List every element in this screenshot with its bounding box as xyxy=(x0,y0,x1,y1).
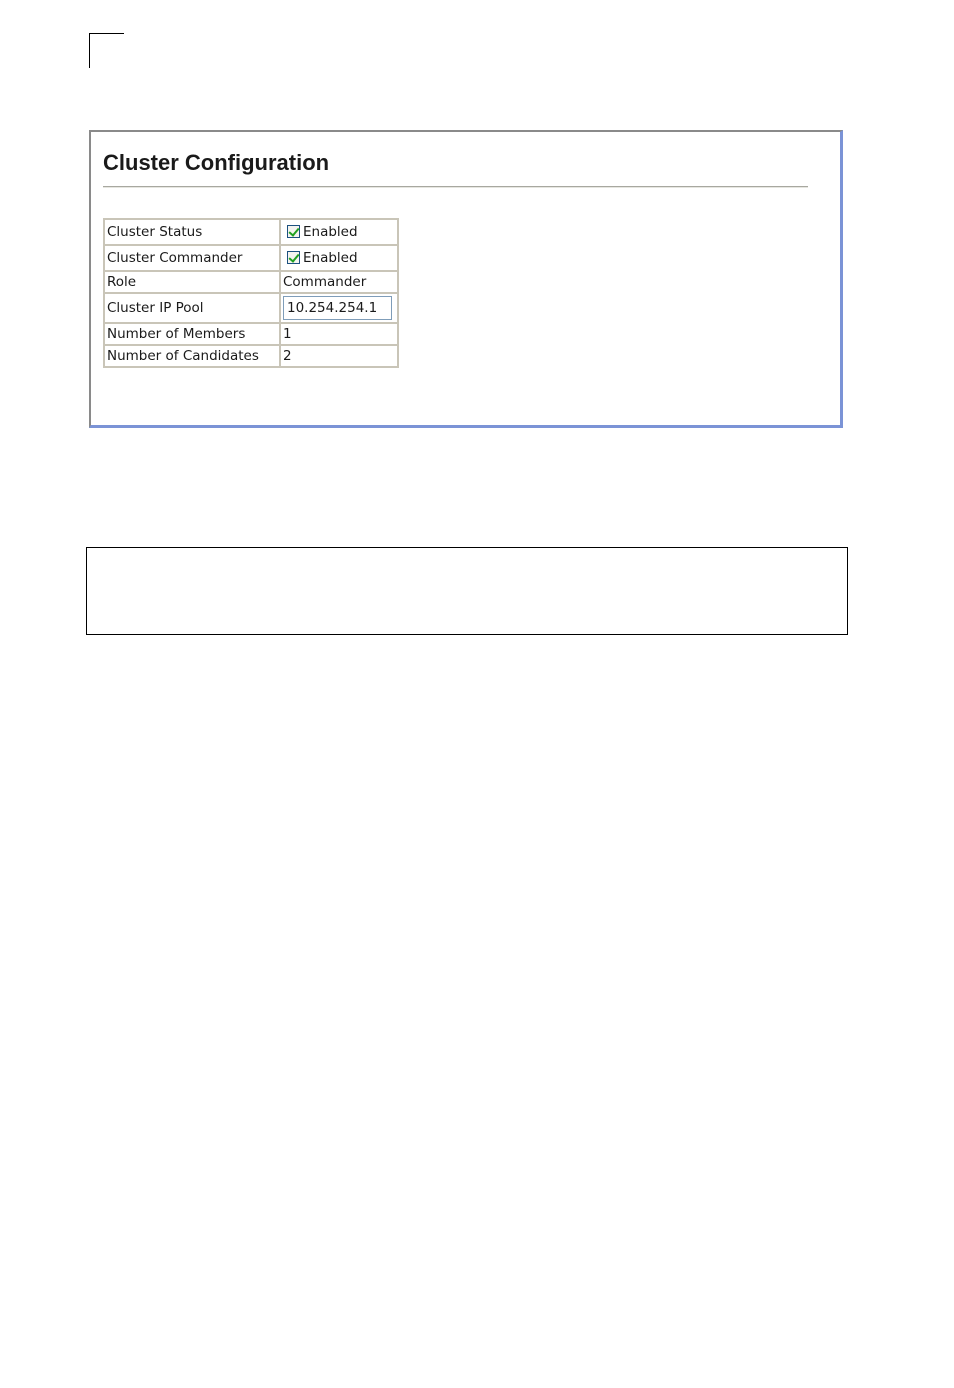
checkmark-icon xyxy=(288,251,299,263)
number-of-candidates-label: Number of Candidates xyxy=(104,345,280,367)
cluster-configuration-panel xyxy=(89,130,843,428)
cluster-commander-enabled-label: Enabled xyxy=(303,250,358,266)
cluster-config-table xyxy=(103,218,399,368)
title-divider xyxy=(103,186,808,188)
cluster-commander-value xyxy=(280,245,398,271)
cluster-ip-pool-cell xyxy=(280,293,398,323)
cluster-status-enabled-label: Enabled xyxy=(303,224,358,240)
crop-mark xyxy=(89,33,124,68)
number-of-candidates-value: 2 xyxy=(280,345,398,367)
cluster-status-checkbox[interactable] xyxy=(287,225,300,238)
table-row-role xyxy=(104,271,398,293)
cluster-ip-pool-input[interactable] xyxy=(283,296,392,320)
cluster-commander-label: Cluster Commander xyxy=(104,245,280,271)
role-value: Commander xyxy=(280,271,398,293)
number-of-members-label: Number of Members xyxy=(104,323,280,345)
table-row-cluster-commander xyxy=(104,245,398,271)
number-of-members-value: 1 xyxy=(280,323,398,345)
checkmark-icon xyxy=(288,225,299,237)
empty-note-box xyxy=(86,547,848,635)
table-row-cluster-ip-pool xyxy=(104,293,398,323)
page-title: Cluster Configuration xyxy=(103,150,330,175)
table-row-number-of-candidates xyxy=(104,345,398,367)
table-row-number-of-members xyxy=(104,323,398,345)
role-label: Role xyxy=(104,271,280,293)
table-row-cluster-status xyxy=(104,219,398,245)
cluster-status-value xyxy=(280,219,398,245)
cluster-status-label: Cluster Status xyxy=(104,219,280,245)
cluster-ip-pool-label: Cluster IP Pool xyxy=(104,293,280,323)
cluster-commander-checkbox[interactable] xyxy=(287,251,300,264)
